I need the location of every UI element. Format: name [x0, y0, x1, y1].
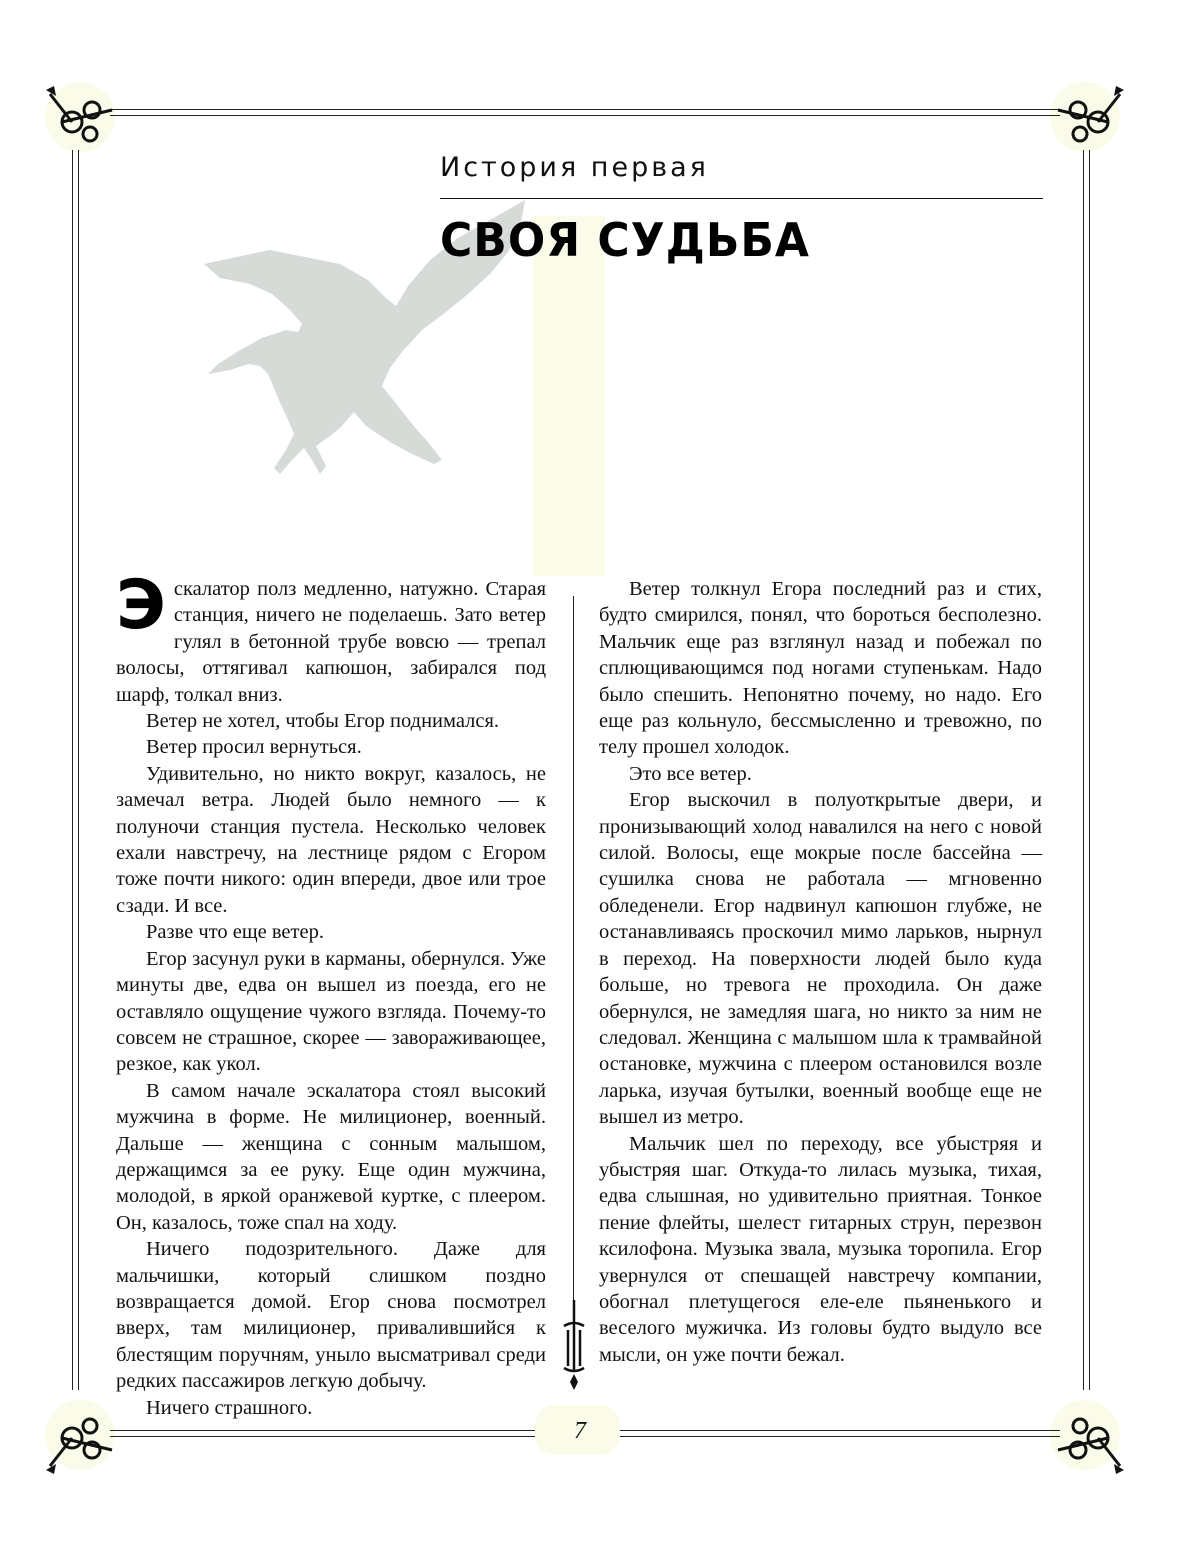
drop-cap: Э: [116, 566, 166, 645]
ornament-corner-icon: [1048, 1398, 1128, 1478]
paragraph: Мальчик шел по переходу, все убыстряя и убыстряя шаг. Откуда-то лилась музыка, тихая, едва слышная, но удивительно приятная. Тонкое пение флейты, шелест гитарных струн, перезвон ксилофона. Музыка звала, музыка торопила. Егор увернулся от спешащей навстречу компании, обогнал плетущегося еле-еле пьяненького и веселого мужичка. Из головы будто выдуло все мысли, он уже почти бежал.: [599, 1132, 1042, 1366]
paragraph: Ветер толкнул Егора последний раз и стих, будто смирился, понял, что бороться бесполезно. Мальчик еще раз взглянул назад и побежал по сплющивающимся под ногами ступенькам. Надо было спешить. Непонятно почему, но надо. Его еще раз кольнуло, бессмысленно и тревожно, по телу прошел холодок.: [599, 578, 1042, 759]
paragraph: Ветер не хотел, чтобы Егор поднимался.: [146, 710, 500, 733]
ornament-divider-icon: [558, 1300, 590, 1392]
ornament-corner-icon: [42, 82, 122, 162]
paragraph: Егор засунул руки в карманы, обернулся. Уже минуты две, едва он вышел из поезда, его не оставляло ощущение чужого взгляда. Почему-то совсем не страшное, скорее — завораживающее, резкое, как укол.: [116, 947, 546, 1076]
paragraph: В самом начале эскалатора стоял высокий мужчина в форме. Не милиционер, военный. Дальше — женщина с сонным малышом, держащимся за ее руку. Еще один мужчина, молодой, в яркой оранжевой куртке, с плеером. Он, казалось, тоже спал на ходу.: [116, 1079, 546, 1234]
ornament-corner-icon: [1048, 82, 1128, 162]
paragraph: Егор выскочил в полуоткрытые двери, и пронизывающий холод навалился на него с новой силой. Волосы, еще мокрые после бассейна — сушилка снова не работала — мгновенно обледенели. Егор надвинул капюшон глубже, не останавливаясь проскочил мимо ларьков, нырнул в переход. На поверхности людей было куда больше, но тревога не проходила. Он даже обернулся, не замедляя шага, но никто за ним не следовал. Женщина с малышом шла к трамвайной остановке, мужчина с плеером остановился возле ларька, изучая бутылки, военный вообще еще не вышел из метро.: [599, 789, 1042, 1129]
ornament-corner-icon: [42, 1398, 122, 1478]
page-number: 7: [574, 1418, 586, 1444]
paragraph: Ветер просил вернуться.: [146, 736, 362, 759]
header-rule: [440, 198, 1043, 199]
paragraph: Это все ветер.: [629, 762, 752, 785]
text-column-right: [599, 576, 1042, 1368]
paragraph: Удивительно, но никто вокруг, казалось, не замечал ветра. Людей было немного — к полуночи станция пустела. Несколько человек ехали навстречу, на лестнице рядом с Егором тоже почти никого: один впереди, двое или трое сзади. И все.: [116, 762, 546, 917]
paragraph: Ничего страшного.: [146, 1396, 313, 1419]
story-label: История первая: [440, 152, 709, 183]
text-column-left: [116, 566, 546, 1421]
paragraph: Ничего подозрительного. Даже для мальчишки, который слишком поздно возвращается домой. Егор снова посмотрел вверх, там милиционер, привалившийся к блестящим поручням, уныло высматривал среди редких пассажиров легкую добычу.: [116, 1238, 546, 1393]
paragraph: Эскалатор полз медленно, натужно. Старая станция, ничего не поделаешь. Зато ветер гулял в бетонной трубе вовсю — трепал волосы, оттягивал капюшон, забирался под шарф, толкал вниз.: [116, 566, 546, 706]
page-title: СВОЯ СУДЬБА: [440, 214, 810, 268]
paragraph: Разве что еще ветер.: [146, 921, 324, 944]
